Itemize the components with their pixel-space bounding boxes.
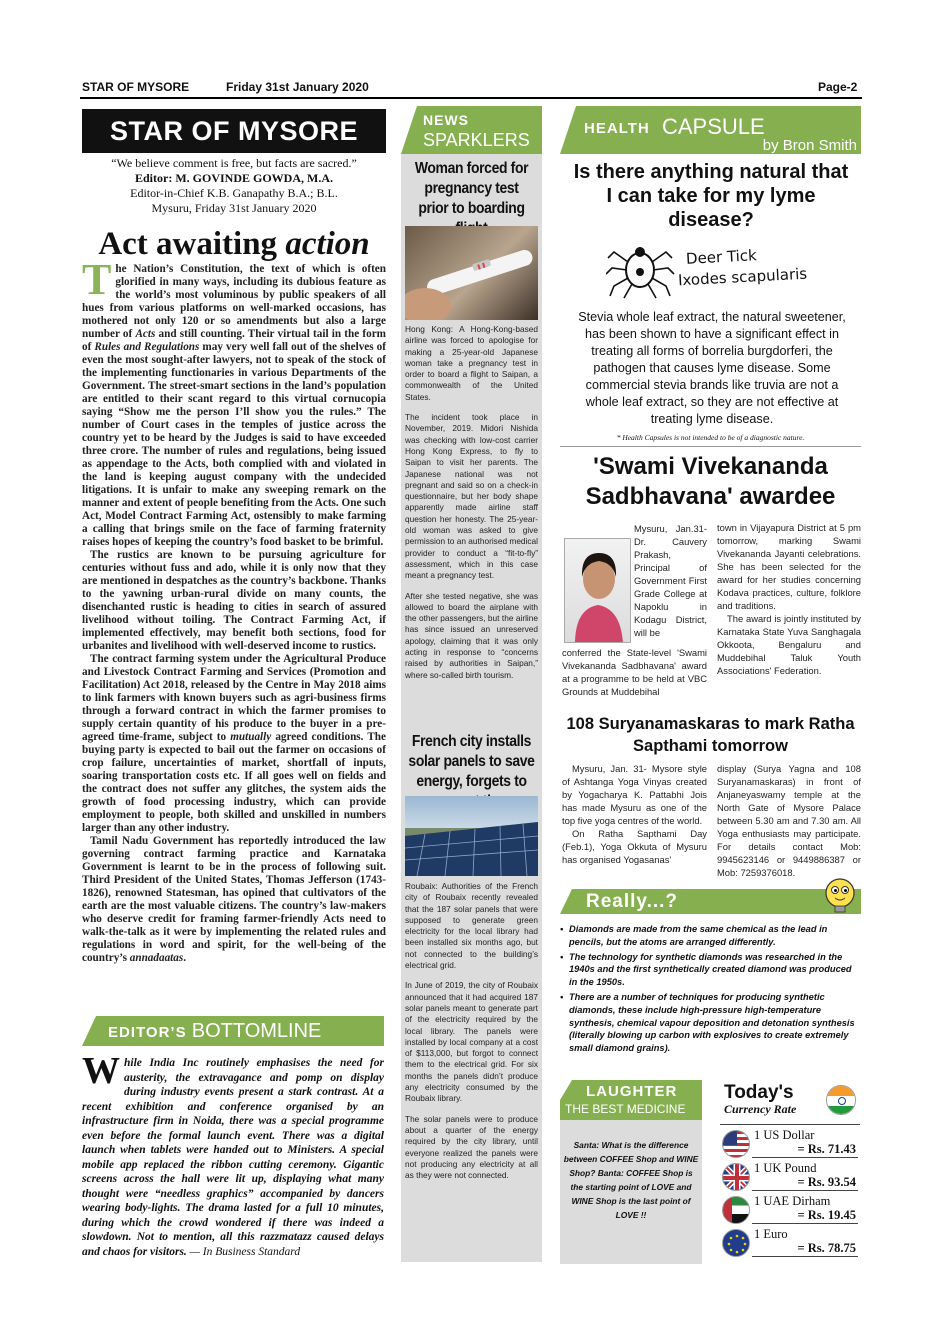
paragraph: The incident took place in November, 2019. Midori Nishida was checking with low-cost carrier Hong Kong Express, to fly to Saipan to visit her parents. The Japanese national was not pregnant and said so on a check-in questionnaire, but her body shape apparently made airline staff question her honesty. The 25-year-old woman was asked to give permission to an authorised medical provider to conduct a “fit-to-fly” assessment, which in this case meant a pregnancy test.	[405, 412, 538, 581]
paragraph: In June of 2019, the city of Roubaix announced that it had acquired 187 solar panels meant to generate part of the electricity required by the local library. The panels were installed by local company at a cost of $113,000, but forgot to connect them to the electrical grid. For six months the panels didn’t produce any electricity consumed by the Roubaix library.	[405, 980, 538, 1104]
divider	[560, 446, 861, 447]
image-caption: Ixodes scapularis	[677, 264, 808, 290]
text: .	[183, 952, 187, 964]
text: Tamil Nadu Government has reportedly introduced the law governing contract farming practice and Karnataka Government is learnt to be in the process of following suit. Third President of the United States, Thomas Jefferson (1743-1826), renowned Statesman, has opined that cultivators of the earth are the most valuable citizens. The country’s law-makers who deserve credit for framing farmer-friendly Acts need to walk-the-talk as it were by implementing the related rules and regulations in word and spirit, for the well-being of the country’s	[82, 835, 386, 964]
laughter-banner	[560, 1080, 702, 1120]
currency-row	[722, 1161, 858, 1193]
banner-label: EDITOR’S	[108, 1024, 192, 1041]
paper-name: STAR OF MYSORE	[82, 80, 190, 94]
editorial-paragraph	[82, 255, 387, 549]
banner-label: Really...?	[586, 891, 679, 912]
editorial-paragraph	[82, 835, 386, 965]
editors-bottomline-banner	[82, 1016, 384, 1046]
text: Rules and Regulations	[94, 341, 200, 353]
byline: by Bron Smith	[762, 137, 857, 154]
text: may very well fall out of the shelves of even the most sought-after lawyers, not to speak of the stock of the implementing functionaries in various Departments of the Government. The street-smart sections in the land’s population are entitled to their scant regard to this virtual cornucopia saying “Show me the person I’ll show you the rules.” The number of Court cases in the temples of justice across the country yet to be heard by the Judges is said to have exceeded three crore. The number of rules and regulations, being issued as appendage to the Acts, both complied with and violated in the land is keeping august company with the undecided litigations. It is unfair to make any sweeping remark on the manner and extent of people benefiting from the Acts. One such Act, Model Contract Farming Act, ostensibly to make farming a calling that brings smile on the face of farming fraternity raises hopes of keeping the country’s food basket to be brimful.	[82, 341, 387, 548]
text: Acts	[135, 328, 156, 340]
currency-value: = Rs. 78.75	[797, 1241, 856, 1255]
currency-label: 1 US Dollar	[754, 1128, 815, 1142]
text: The contract farming system under the Agricultural Produce and Livestock Contract Farming and Services (Promotion and Facilitation) Act 2018, released by the Centre in May 2018 aims to link farmers with known buyers such as agri-business firms through a forward contract in which the farmer promises to supply certain quantity of his produce to the buyer in a pre-agreed time-frame, subject to	[82, 653, 386, 743]
banner-label: BOTTOMLINE	[191, 1020, 322, 1042]
editor-line: Editor: M. GOVINDE GOWDA, M.A.	[135, 171, 333, 185]
paragraph: Roubaix: Authorities of the French city of Roubaix recently revealed that the 187 solar panels that were supposed to generate green electricity for the local library had been installed six months ago, but not connected to the building’s electrical grid.	[405, 881, 538, 971]
drop-cap: T	[82, 255, 112, 304]
tick-icon	[606, 240, 676, 302]
chief-line: Editor-in-Chief K.B. Ganapathy B.A.; B.L.	[130, 186, 338, 200]
health-capsule-banner	[560, 106, 861, 154]
lightbulb-mascot	[816, 876, 860, 916]
surya-headline: 108 Suryanamaskaras to mark Ratha Sapthami tomorrow	[566, 715, 855, 755]
bottomline-body	[82, 1050, 384, 1259]
banner-label: LAUGHTER	[586, 1083, 678, 1100]
really-facts-list	[560, 923, 861, 1057]
editorial-headline	[82, 224, 386, 264]
list-item: • Diamonds are made from the same chemical as the lead in pencils, but the atoms are arranged differently.	[560, 923, 861, 949]
news-sparklers-banner	[401, 106, 542, 154]
drop-cap: W	[82, 1050, 120, 1092]
list-item: • The technology for synthetic diamonds was researched in the 1940s and the first synthetically created diamond was produced in the 1950s.	[560, 951, 861, 989]
image-caption: Deer Tick	[685, 246, 758, 268]
source-credit: — In Business Standard	[189, 1245, 301, 1258]
story-headline: French city installs solar panels to save energy, forgets to	[408, 733, 535, 790]
uk-flag-shape	[723, 1164, 750, 1191]
currency-subtitle: Currency Rate	[724, 1102, 797, 1116]
eu-flag-icon	[722, 1229, 750, 1257]
swami-text-side	[634, 522, 707, 639]
text: mutually	[230, 731, 272, 743]
headline-emphasis: action	[285, 226, 370, 262]
divider	[752, 1223, 858, 1224]
paragraph: Hong Kong: A Hong-Kong-based airline was forced to apologise for making a 25-year-old Japanese woman take a pregnancy test in order to board a flight to Saipan, a commonwealth of the United States.	[405, 324, 538, 402]
divider	[752, 1256, 858, 1257]
divider	[752, 1157, 858, 1158]
surya-text-col1	[562, 762, 707, 866]
banner-label: THE BEST MEDICINE	[565, 1102, 686, 1116]
solar-panels-photo	[405, 796, 538, 876]
paragraph: town in Vijayapura District at 5 pm tomorrow, marking Swami Vivekananda Jayanti celebrations. She has been selected for the award for her studies concerning Kodava practices, culture, folklore and traditions.	[717, 522, 861, 611]
currency-value: = Rs. 71.43	[797, 1142, 856, 1156]
page-number: Page-2	[818, 80, 858, 94]
text: hile India Inc routinely emphasises the need for austerity, the extravagance and pomp on display during industry events present a stark contrast. At a recent exhibition and conference organised by an infrastructure firm in Noida, there was a special programme even before the formal launch event. There was a digital launch when tablets were handed out to Ministers. A special mobile app replaced the ribbon cutting ceremony. Gigantic screens across the hall were lit up, displaying what many thought were “needless graphics” accompanied by dancers wearing body-lights. The drama lasted for a full 10 minutes, during which the crowd wondered if there was indeed a slowdown. Not to mention, all this razzmatazz caused delays and chaos for visitors.	[82, 1057, 384, 1258]
editorial-body	[82, 255, 387, 965]
india-flag-icon	[826, 1085, 856, 1115]
masthead-info	[82, 156, 386, 216]
uk-flag-icon	[722, 1163, 750, 1191]
motto: “We believe comment is free, but facts are sacred.”	[111, 156, 357, 170]
ribbon-decoration	[560, 1080, 572, 1100]
text: annadaatas	[129, 952, 184, 964]
paragraph: The award is jointly instituted by Karnataka State Yuva Sanghagala Okkoota, Bengaluru and Muddebihal Taluk Youth Associations' Federation.	[717, 613, 861, 676]
paragraph: After she tested negative, she was allowed to board the airplane with the other passengers, but the airline has since issued an unreserved apology, claiming that it was only acting in response to “concerns raised by authorities in Saipan,” where so-called birth tourism.	[405, 590, 538, 680]
paragraph: On Ratha Sapthami Day (Feb.1), Yoga Okkuta of Mysuru has organised Yogasanas'	[562, 828, 707, 865]
health-disclaimer: * Health Capsules is not intended to be of a diagnostic nature.	[616, 433, 805, 442]
swami-text-bottom: conferred the State-level 'Swami Vivekananda Sadbhavana' award at a programme to be held at VBC Grounds at Muddebihal	[562, 647, 707, 697]
currency-value: = Rs. 93.54	[797, 1175, 856, 1189]
eu-stars	[723, 1230, 750, 1257]
awardee-photo	[564, 538, 631, 643]
story-body	[405, 324, 538, 690]
story-headline: Woman forced for pregnancy test prior to boarding	[414, 160, 529, 217]
currency-value: = Rs. 19.45	[797, 1208, 856, 1222]
text: and still counting. Their virtual tail in the form of	[82, 328, 386, 353]
header-rule	[80, 97, 862, 99]
divider	[752, 1190, 858, 1191]
divider	[720, 1124, 860, 1125]
lightbulb-icon	[816, 876, 860, 916]
headline-part: Act awaiting	[98, 226, 286, 262]
portrait-icon	[565, 539, 631, 643]
deer-tick-illustration	[606, 240, 836, 302]
health-question: Is there anything natural that I can take for my lyme disease?	[573, 161, 849, 231]
issue-date: Friday 31st January 2020	[226, 80, 369, 94]
currency-label: 1 UAE Dirham	[754, 1194, 831, 1208]
solar-panel-icon	[405, 796, 538, 876]
currency-row	[722, 1194, 858, 1226]
ribbon-decoration	[82, 1016, 96, 1046]
text: agreed conditions. The buying party is expected to bail out the farmer on occasions of crop failure, uncertainties of market, shortfall of inputs, soaring transportation costs etc. If all goes well on fields and the contract does not suffer any glitches, the system aids the growth of food processing industry, which can provide employment to people, both skilled and unskilled in numbers larger than any other industry.	[82, 731, 386, 834]
us-flag-icon	[722, 1130, 750, 1158]
story-body	[405, 881, 538, 1190]
place-date-line: Mysuru, Friday 31st January 2020	[151, 201, 317, 215]
currency-row	[722, 1227, 858, 1259]
banner-label: NEWS	[423, 112, 469, 128]
pregnancy-test-photo	[405, 226, 538, 320]
currency-label: 1 UK Pound	[754, 1161, 817, 1175]
surya-text-col2: display (Surya Yagna and 108 Suryanamaskaras) in front of Anjaneyaswamy temple at the North Gate of Mysore Palace between 5.30 am and 7.30 am. All Yoga enthusiasts may participate. For details contact Mob: 9945623146 or 9449886387 or Mob: 7259376018.	[717, 763, 861, 878]
masthead-title: STAR OF MYSORE	[82, 109, 386, 153]
paragraph: The solar panels were to produce about a quarter of the energy required by the city library, until everyone realized the panels were not producing any electricity at all as they were not connected.	[405, 1113, 538, 1181]
ribbon-decoration	[401, 106, 417, 154]
swami-text-col2	[717, 521, 861, 677]
banner-label: CAPSULE	[662, 114, 765, 139]
ribbon-decoration	[560, 889, 572, 914]
currency-label: 1 Euro	[754, 1227, 788, 1241]
text: he Nation’s Constitution, the text of which is often glorified in many ways, including its dubious feature as the world’s most voluminous by public speakers of all hues from various platforms on well-marked occasions, has mothered not only 120 or so amendments but also a large number of	[82, 263, 386, 340]
text: Mysuru, Jan.31- Dr. Cauvery Prakash, Principal of Government First Grade College at Napoklu in Kodagu District, will be	[634, 523, 707, 638]
banner-label: HEALTH	[584, 120, 650, 137]
editorial-paragraph	[82, 653, 386, 835]
joke-text: Santa: What is the difference between COFFEE Shop and WINE Shop? Banta: COFFEE Shop is the starting point of LOVE and WINE Shop is the last point of LOVE !!	[563, 1140, 699, 1220]
editorial-paragraph: The rustics are known to be pursuing agriculture for centuries without fuss and ado, while it is only now that they are mentioned in despatches as the country’s backbone. Thanks to the yawning urban-rural divide on many counts, the disenchanted rustic is heading to cities in search of assured livelihood without toiling. The Contract Farming Act, if implemented effectively, may benefit both sections, food for urbanites and livelihood with well-deserved income to rustics.	[82, 549, 386, 652]
currency-title: Today's	[724, 1082, 794, 1103]
banner-label: SPARKLERS	[423, 130, 530, 150]
pregnancy-test-icon	[405, 226, 538, 320]
health-body: Stevia whole leaf extract, the natural sweetener, has been shown to have a significant effect in treating all forms of borrelia burgdorferi, the pathogen that causes lyme disease. Some commercial stevia brands like truvia are not a whole leaf extract, so they are not effective at treating lyme disease.	[578, 310, 846, 426]
swami-headline: 'Swami Vivekananda Sadbhavana' awardee	[585, 453, 836, 510]
currency-row	[722, 1128, 858, 1160]
paragraph: Mysuru, Jan. 31- Mysore style of Ashtanga Yoga Vinyas created by Yogacharya K. Pattabhi Jois has made Mysuru as one of the top five yoga centres of the world.	[562, 763, 707, 826]
uae-flag-icon	[722, 1196, 750, 1224]
ribbon-decoration	[560, 106, 576, 154]
list-item: • There are a number of techniques for producing synthetic diamonds, these include high-pressure high-temperature synthesis, chemical vapour deposition and detonation synthesis (literally blowing up carbon with explosives to create extremely small diamond grains).	[560, 991, 861, 1055]
